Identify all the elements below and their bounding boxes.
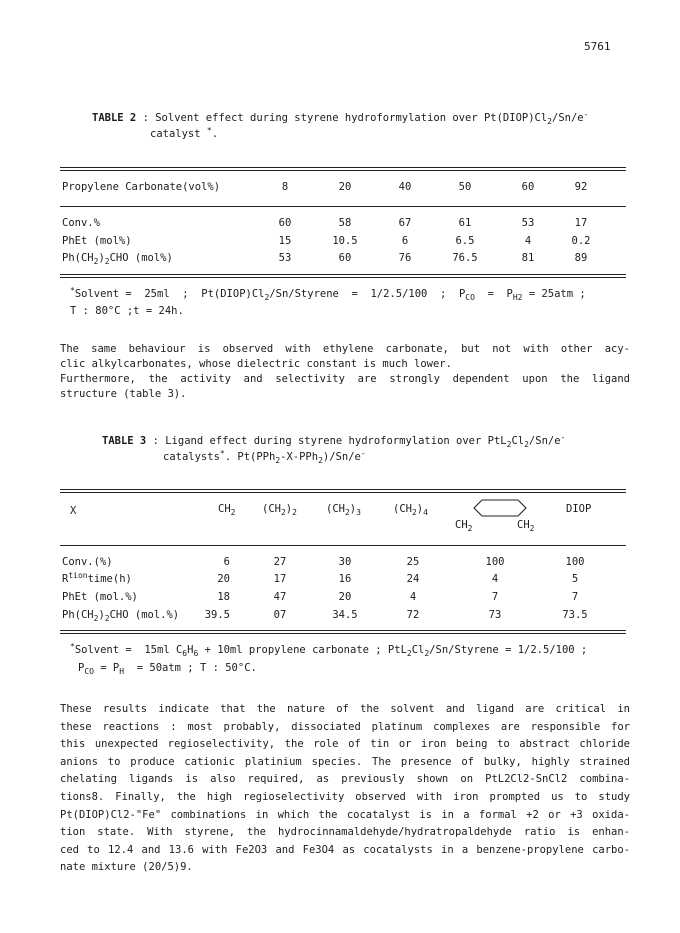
label-sub: 2	[104, 257, 110, 266]
footnote-part: = P	[474, 288, 513, 300]
label-part: Ph(CH	[62, 609, 94, 621]
paragraph-2	[60, 701, 630, 877]
table3-header-diop: DIOP	[566, 503, 592, 515]
table2-cell: 76.5	[452, 252, 478, 264]
table3-cell: 07	[273, 609, 287, 621]
table2-cell: 0.2	[571, 235, 591, 247]
footnote-sub: CO	[84, 667, 94, 676]
cyclohexane-ring-icon	[470, 494, 540, 522]
table3-header-col: $(CH_2)_3$	[326, 503, 361, 517]
table2-caption-line2	[150, 127, 218, 141]
table3-header-ring-left: $CH_2$	[455, 519, 473, 533]
table3-cell: 4	[409, 591, 417, 603]
label-part: R	[62, 573, 69, 585]
table2-row-label: Conv.%	[62, 217, 100, 229]
label-part: Ph(CH	[62, 252, 94, 264]
table3-caption-part: -X-PPh	[280, 451, 319, 463]
hdr-part: (CH	[393, 503, 412, 515]
table2-cell: 76	[398, 252, 412, 264]
table2-header-col: 92	[574, 181, 588, 193]
footnote-part: /Sn/Styrene = 1/2.5/100 ; P	[269, 288, 466, 300]
table2-header-col: 50	[458, 181, 472, 193]
table2-top-rule-2	[60, 170, 626, 171]
label-sub: 2	[93, 257, 99, 266]
table2-row-label: PhEt (mol%)	[62, 235, 132, 247]
footnote-sub: H	[119, 667, 125, 676]
table3-cell: 73.5	[562, 609, 588, 621]
table3-row-label: $Ph(CH_2)_2CHO$ (mol.%)	[62, 609, 180, 623]
table2-footnote-1: *Solvent = 25ml ; $Pt(DIOP)Cl_2/Sn$/Styrene = 1/2.5/100 ; $P_{CO} = P_{H2} = 25atm$ ;	[70, 286, 586, 302]
paragraph-line: nate mixture (20/5)9.	[60, 861, 193, 874]
table2-header-col: 40	[398, 181, 412, 193]
label-sup: tion	[68, 571, 88, 580]
table3-cell: 100	[565, 556, 585, 568]
table2-cell: 10.5	[332, 235, 358, 247]
table3-caption-part: catalysts	[163, 451, 220, 463]
table2-mid-rule	[60, 206, 626, 207]
footnote-part: /Sn/Styrene = 1/2.5/100 ;	[429, 644, 588, 656]
footnote-part: + 10ml propylene carbonate ; PtL	[198, 644, 407, 656]
table2-caption	[92, 111, 588, 125]
hdr-part: (CH	[326, 503, 345, 515]
table2-caption-end: .	[211, 128, 219, 140]
table3-cell: 72	[406, 609, 420, 621]
table3-cell: 24	[406, 573, 420, 585]
paragraph-line: ced to 12.4 and 13.6 with Fe2O3 and Fe3O4 as cocatalysts in a benzene-propylene carbo-	[60, 843, 630, 856]
label-part: CHO (mol%)	[109, 252, 173, 264]
table3-footnote-1: *Solvent = 15ml $C_6H_6 + 10ml$ propylene carbonate ; $PtL_2Cl_2/Sn$/Styrene = 1/2.5/100 ;	[70, 642, 588, 658]
table3-cell: 7	[571, 591, 579, 603]
label-part: CHO (mol.%)	[109, 609, 180, 621]
table2-cell: 67	[398, 217, 412, 229]
table3-caption-part: )/Sn/e	[322, 451, 361, 463]
table3-header-ring-right: $CH_2$	[517, 519, 535, 533]
table3-cell: 30	[338, 556, 352, 568]
table3-label: TABLE 3	[102, 435, 147, 447]
table3-caption-text3: /Sn/e	[528, 435, 561, 447]
table2-cell: 6	[401, 235, 409, 247]
footnote-part: Solvent = 25ml ; Pt(DIOP)Cl	[74, 288, 265, 300]
table3-cell: 16	[338, 573, 352, 585]
table3-cell: 17	[273, 573, 287, 585]
paragraph-line: structure (table 3).	[60, 388, 187, 400]
paragraph-line: Furthermore, the activity and selectivity are strongly dependent upon the ligand	[60, 373, 630, 385]
ring-label: CH	[517, 519, 530, 531]
table3-cell: 18	[217, 591, 230, 603]
table2-row-label	[62, 252, 173, 264]
paragraph-line: These results indicate that the nature of the solvent and ligand are critical in	[60, 703, 630, 715]
footnote-part: Solvent = 15ml C	[74, 644, 183, 656]
paragraph-line: this unexpected regioselectivity, the role of tin or iron being to abstract chloride	[60, 738, 630, 751]
paragraph-line: Pt(DIOP)Cl2-"Fe" combinations in which the cocatalyst is in a formal +2 or +3 oxida-	[60, 808, 630, 821]
table3-cell: 47	[273, 591, 287, 603]
table2-header-col: 20	[338, 181, 352, 193]
footnote-star: *	[70, 286, 75, 295]
table3-header-col: $(CH_2)_4$	[393, 503, 428, 517]
table3-caption: TABLE 3 : Ligand effect during styrene hydroformylation over $PtL_2Cl_2/Sn/e^-$	[102, 433, 566, 449]
label-part: )	[98, 609, 105, 621]
table3-top-rule-2	[60, 492, 626, 493]
table2-caption-text: : Solvent effect during styrene hydroformylation over Pt(DIOP)Cl	[142, 112, 548, 124]
table2-cell: 60	[278, 217, 292, 229]
table2-label: TABLE 2	[92, 112, 137, 124]
hdr-sub: 2	[280, 508, 286, 517]
table3-cell: 27	[273, 556, 287, 568]
hdr-part: (CH	[262, 503, 281, 515]
table3-top-rule	[60, 489, 626, 490]
table2-bottom-rule	[60, 274, 626, 275]
table3-caption-text2: Cl	[511, 435, 525, 447]
table2-caption-star: *	[206, 126, 212, 135]
label-part: time(h)	[87, 573, 132, 585]
table2-cell: 6.5	[455, 235, 475, 247]
table3-caption-text: : Ligand effect during styrene hydroformylation over PtL	[152, 435, 507, 447]
table3-cell: 4	[491, 573, 499, 585]
table2-cell: 81	[521, 252, 535, 264]
table3-header-col	[218, 503, 235, 515]
footnote-part: Cl	[411, 644, 425, 656]
table3-cell: 39.5	[204, 609, 230, 621]
table2-header-col: 8	[281, 181, 289, 193]
table3-cell: 20	[338, 591, 352, 603]
table2-caption-text2: /Sn/e	[552, 112, 584, 124]
hdr-sub: 2	[344, 508, 350, 517]
footnote-part: = 50atm ; T : 50°C.	[124, 662, 257, 674]
table3-caption-line2: catalysts*. Pt(PPh$_2$-X-PPh$_2$)/Sn/e-	[163, 449, 366, 465]
table3-cell: 5	[571, 573, 579, 585]
paragraph-line: clic alkylcarbonates, whose dielectric constant is much lower.	[60, 358, 452, 370]
paragraph-line: chelating ligands is also required, as previously shown on PtL2Cl2-SnCl2 combina-	[60, 773, 630, 786]
table2-caption-line2-text: catalyst	[150, 128, 201, 140]
table3-row-label: PhEt (mol.%)	[62, 591, 138, 603]
hdr-sub: 2	[230, 508, 236, 517]
table3-cell: 25	[406, 556, 420, 568]
table2-cell: 17	[574, 217, 588, 229]
hdr-sub: 2	[411, 508, 417, 517]
table2-cell: 15	[278, 235, 292, 247]
table3-cell: 34.5	[332, 609, 358, 621]
table3-cell: 7	[491, 591, 499, 603]
page-number: 5761	[584, 40, 611, 53]
table2-cell: 89	[574, 252, 588, 264]
table3-bottom-rule	[60, 630, 626, 631]
ring-label: CH	[455, 519, 468, 531]
table3-cell: 73	[488, 609, 502, 621]
table3-cell: 6	[223, 556, 230, 568]
paragraph-line: anions to produce cationic platinium species. The presence of bulky, highly strained	[60, 755, 630, 768]
table3-cell: 20	[217, 573, 230, 585]
table2-top-rule	[60, 167, 626, 168]
table2-header-label: Propylene Carbonate(vol%)	[62, 181, 221, 193]
footnote-sub: H2	[512, 293, 523, 302]
footnote-part: P	[78, 662, 85, 674]
paragraph-line: tions8. Finally, the high regioselectivity observed with iron prompted us to study	[60, 790, 630, 803]
table3-bottom-rule-2	[60, 633, 626, 634]
table3-row-label: Conv.(%)	[62, 556, 113, 568]
table2-cell: 60	[338, 252, 352, 264]
table2-caption-sup: -	[583, 110, 589, 119]
table3-caption-part: . Pt(PPh	[224, 451, 276, 463]
table3-cell: 100	[485, 556, 505, 568]
footnote-part: H	[187, 644, 194, 656]
table3-row-label	[62, 573, 132, 585]
table3-footnote-2	[78, 661, 257, 677]
paragraph-1	[60, 342, 630, 402]
paragraph-line: tion state. With styrene, the hydrocinnamaldehyde/hydratropaldehyde ratio is enhan-	[60, 826, 630, 839]
paragraph-line: these reactions : most probably, dissociated platinum complexes are responsible for	[60, 720, 630, 733]
table2-cell: 53	[521, 217, 535, 229]
table3-mid-rule	[60, 545, 626, 546]
table2-bottom-rule-2	[60, 277, 626, 278]
label-part: )	[98, 252, 105, 264]
table3-header-col: $(CH_2)_2$	[262, 503, 297, 517]
table2-header-col: 60	[521, 181, 535, 193]
table3-header-x: X	[70, 505, 77, 517]
table2-cell: 61	[458, 217, 472, 229]
footnote-part: = 25atm ;	[522, 288, 586, 300]
footnote-sub: CO	[465, 293, 475, 302]
table2-cell: 4	[524, 235, 532, 247]
table2-cell: 53	[278, 252, 292, 264]
paragraph-line: The same behaviour is observed with ethylene carbonate, but not with other acy-	[60, 343, 630, 355]
table2-cell: 58	[338, 217, 352, 229]
table2-caption-sub: 2	[547, 117, 552, 126]
hdr-part: CH	[218, 503, 231, 515]
footnote-part: = P	[93, 662, 120, 674]
table2-footnote-2: T : 80°C ;t = 24h.	[70, 305, 184, 317]
